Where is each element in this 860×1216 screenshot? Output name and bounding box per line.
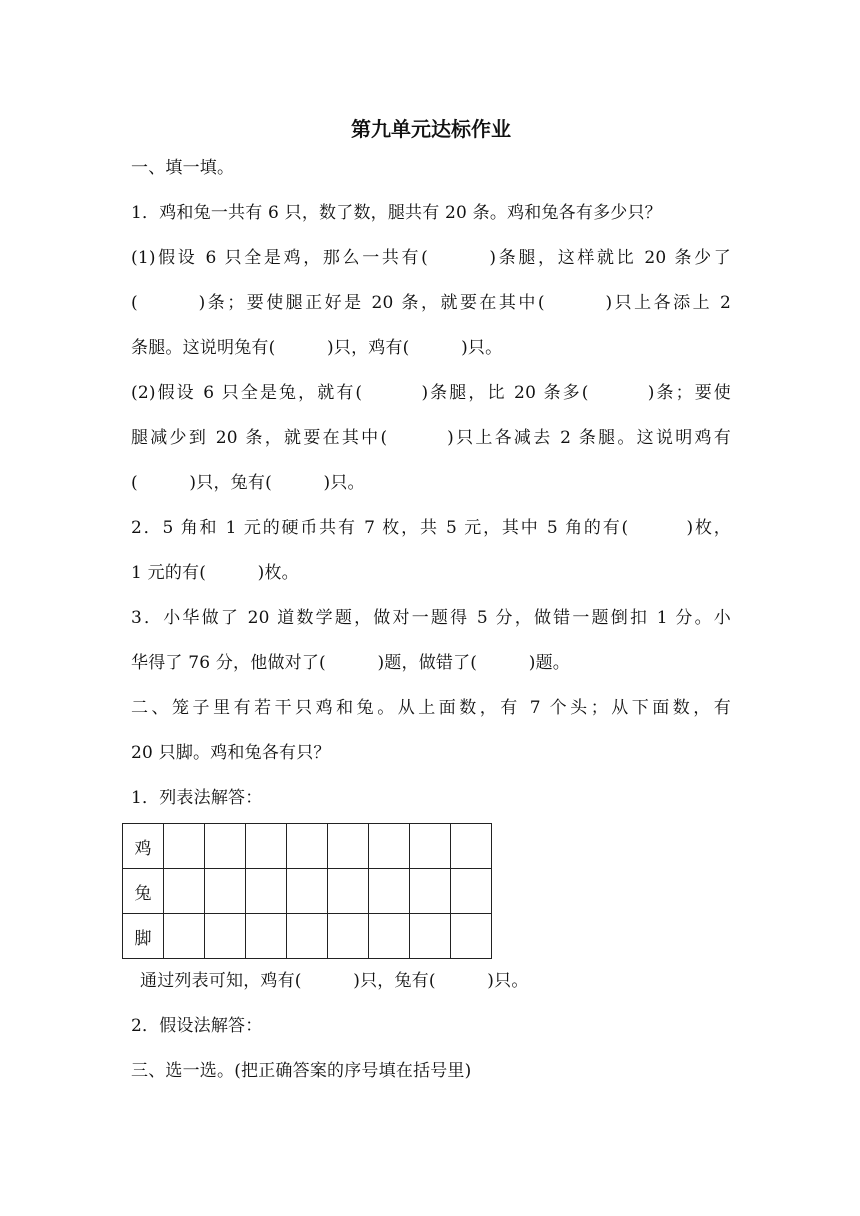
table-cell	[205, 869, 246, 914]
question-3-line-2: 华得了 76 分，他做对了( )题，做错了( )题。	[131, 653, 570, 673]
page-title: 第九单元达标作业	[351, 117, 511, 141]
table-cell	[164, 869, 205, 914]
question-1-part-2-line-2: 腿减少到 20 条，就要在其中( )只上各减去 2 条腿。这说明鸡有	[131, 428, 731, 448]
worksheet-page	[131, 112, 731, 1094]
question-1-part-1-line-3: 条腿。这说明兔有( )只，鸡有( )只。	[131, 338, 503, 358]
table-cell	[287, 824, 328, 869]
question-1-text: 1．鸡和兔一共有 6 只，数了数，腿共有 20 条。鸡和兔各有多少只？	[131, 203, 662, 223]
section-2-line-2: 20 只脚。鸡和兔各有只？	[131, 743, 331, 763]
row-label-feet: 脚	[123, 914, 164, 959]
table-cell	[369, 869, 410, 914]
table-cell	[369, 824, 410, 869]
table-cell	[328, 824, 369, 869]
table-cell	[287, 914, 328, 959]
table-cell	[410, 824, 451, 869]
section-1-heading: 一、填一填。	[131, 158, 235, 178]
question-2-line-1: 2．5 角和 1 元的硬币共有 7 枚，共 5 元，其中 5 角的有( )枚，	[131, 518, 731, 538]
table-cell	[205, 914, 246, 959]
table-cell	[205, 824, 246, 869]
table-cell	[451, 824, 492, 869]
table-cell	[369, 914, 410, 959]
table-row-chicken	[123, 824, 492, 869]
table-row-rabbit	[123, 869, 492, 914]
row-label-chicken: 鸡	[123, 824, 164, 869]
chicken-rabbit-table	[122, 823, 492, 959]
method-2-heading: 2．假设法解答：	[131, 1016, 263, 1036]
question-1-part-1-line-1: (1)假设 6 只全是鸡，那么一共有( )条腿，这样就比 20 条少了	[131, 248, 731, 268]
table-cell	[246, 824, 287, 869]
method-1-heading: 1．列表法解答：	[131, 788, 263, 808]
section-2-line-1: 二、笼子里有若干只鸡和兔。从上面数，有 7 个头；从下面数，有	[131, 698, 731, 718]
table-cell	[328, 914, 369, 959]
table-cell	[451, 914, 492, 959]
table-row-feet	[123, 914, 492, 959]
question-1-part-2-line-3: ( )只，兔有( )只。	[131, 473, 365, 493]
table-cell	[410, 869, 451, 914]
table-cell	[451, 869, 492, 914]
table-cell	[246, 869, 287, 914]
table-cell	[246, 914, 287, 959]
section-3-heading: 三、选一选。(把正确答案的序号填在括号里)	[131, 1061, 472, 1081]
row-label-rabbit: 兔	[123, 869, 164, 914]
table-cell	[164, 824, 205, 869]
question-3-line-1: 3．小华做了 20 道数学题，做对一题得 5 分，做错一题倒扣 1 分。小	[131, 608, 731, 628]
table-cell	[328, 869, 369, 914]
question-1-part-2-line-1: (2)假设 6 只全是兔，就有( )条腿，比 20 条多( )条；要使	[131, 383, 731, 403]
table-conclusion: 通过列表可知，鸡有( )只，兔有( )只。	[140, 971, 529, 991]
question-2-line-2: 1 元的有( )枚。	[131, 563, 299, 583]
table-cell	[164, 914, 205, 959]
table-cell	[287, 869, 328, 914]
table-cell	[410, 914, 451, 959]
chicken-rabbit-table-wrap	[122, 823, 731, 959]
question-1-part-1-line-2: ( )条；要使腿正好是 20 条，就要在其中( )只上各添上 2	[131, 293, 731, 313]
